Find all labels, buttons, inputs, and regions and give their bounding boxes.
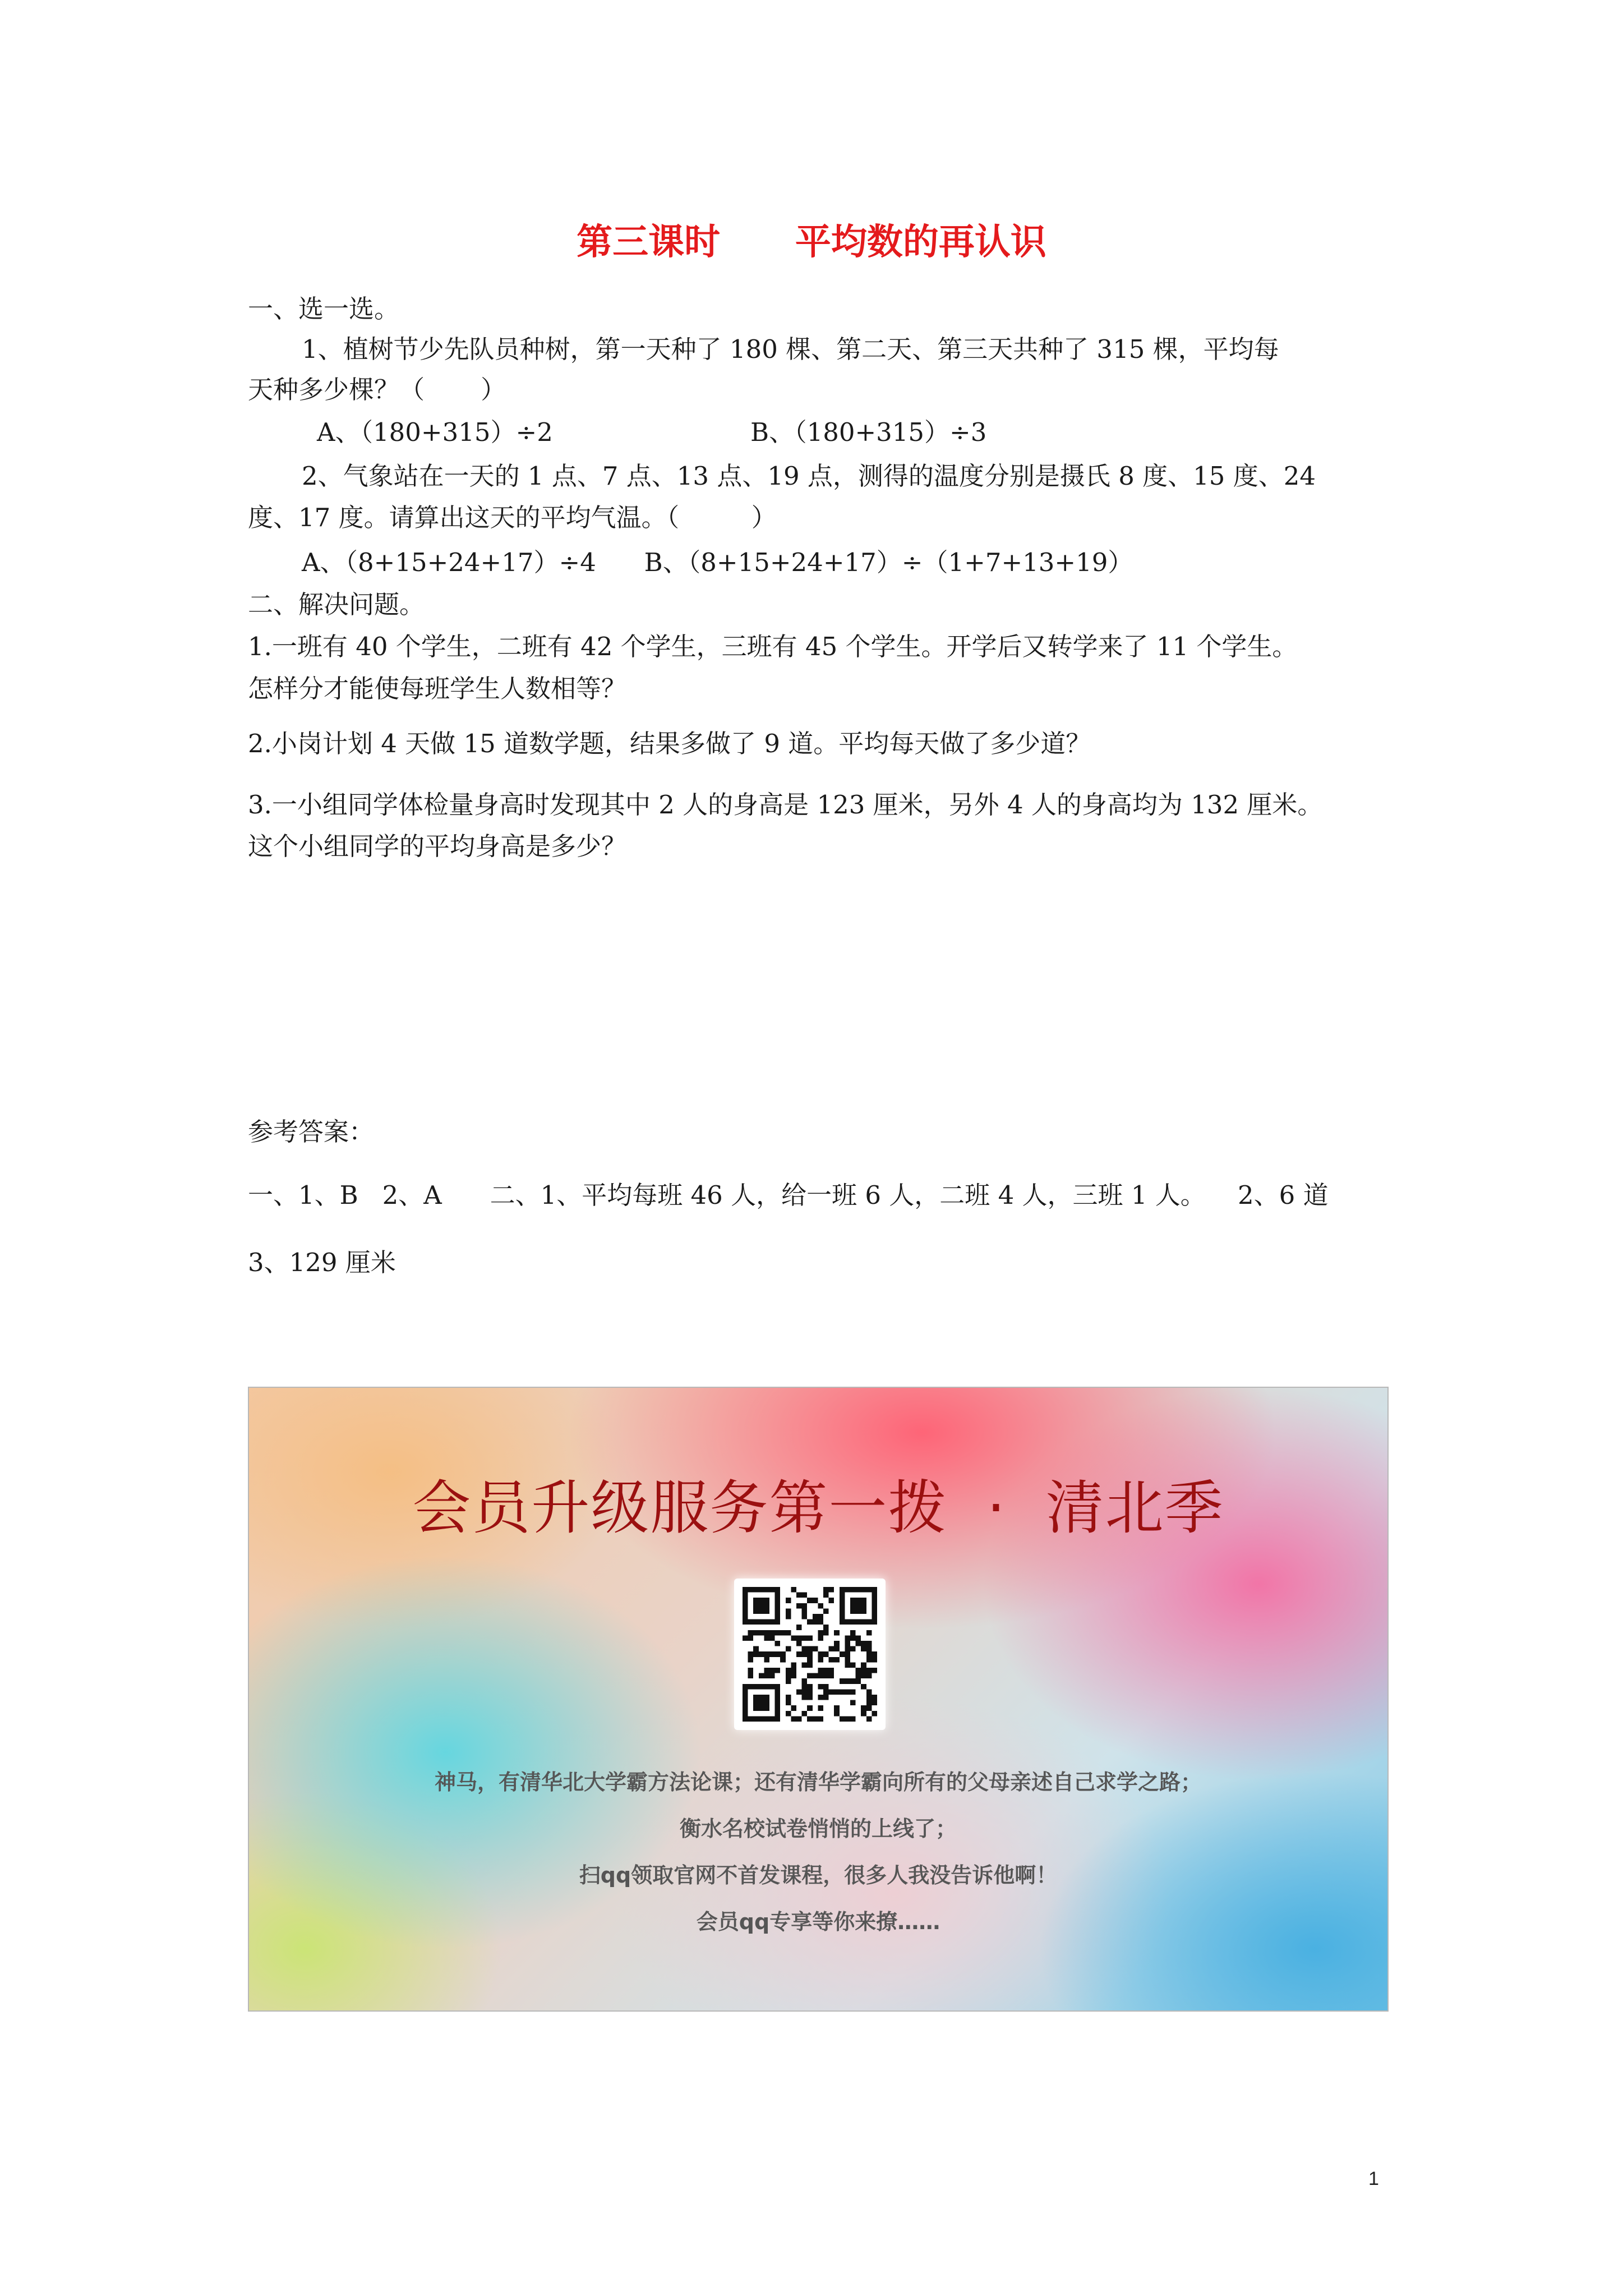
- qr-code-icon: [743, 1587, 877, 1722]
- section-choose-heading: 一、选一选。: [248, 294, 400, 324]
- answers-line-2: 3、129 厘米: [248, 1248, 396, 1277]
- qr-code[interactable]: [734, 1579, 886, 1730]
- question-1-option-b: B、（180+315）÷3: [750, 417, 987, 447]
- answers-line-1: 一、1、B 2、A 二、1、平均每班 46 人，给一班 6 人，二班 4 人，三班 1 人。 2、6 道: [248, 1180, 1329, 1210]
- promo-banner[interactable]: [248, 1387, 1389, 2012]
- banner-line-3: 扫qq领取官网不首发课程，很多人我没告诉他啊！: [579, 1863, 1058, 1888]
- page-title: 第三课时 平均数的再认识: [577, 221, 1046, 263]
- question-1-option-a: A、（180+315）÷2: [317, 417, 553, 447]
- problem-1-line-2: 怎样分才能使每班学生人数相等？: [248, 674, 627, 703]
- question-1-line-2: 天种多少棵？（ ）: [248, 375, 506, 404]
- answers-heading: 参考答案：: [248, 1117, 375, 1147]
- banner-line-4: 会员qq专享等你来撩……: [696, 1910, 940, 1934]
- question-2-line-1: 2、气象站在一天的 1 点、7 点、13 点、19 点，测得的温度分别是摄氏 8 度、15 度、24: [302, 461, 1316, 491]
- problem-3-line-2: 这个小组同学的平均身高是多少？: [248, 831, 627, 861]
- question-2-options: A、（8+15+24+17）÷4 B、（8+15+24+17）÷（1+7+13+19）: [302, 547, 1133, 577]
- problem-3-line-1: 3.一小组同学体检量身高时发现其中 2 人的身高是 123 厘米，另外 4 人的身高均为 132 厘米。: [248, 790, 1323, 820]
- section-solve-heading: 二、解决问题。: [248, 590, 425, 619]
- question-2-line-2: 度、17 度。请算出这天的平均气温。（ ）: [248, 503, 777, 532]
- page-number: 1: [1368, 2168, 1379, 2189]
- question-1-line-1: 1、植树节少先队员种树，第一天种了 180 棵、第二天、第三天共种了 315 棵，平均每: [302, 334, 1279, 364]
- banner-title: 会员升级服务第一拨 · 清北季: [412, 1474, 1224, 1542]
- problem-1-line-1: 1.一班有 40 个学生，二班有 42 个学生，三班有 45 个学生。开学后又转学来了 11 个学生。: [248, 632, 1298, 661]
- banner-line-2: 衡水名校试卷悄悄的上线了；: [679, 1816, 957, 1841]
- banner-line-1: 神马，有清华北大学霸方法论课；还有清华学霸向所有的父母亲述自己求学之路；: [434, 1770, 1202, 1795]
- problem-2: 2.小岗计划 4 天做 15 道数学题，结果多做了 9 道。平均每天做了多少道？: [248, 729, 1091, 758]
